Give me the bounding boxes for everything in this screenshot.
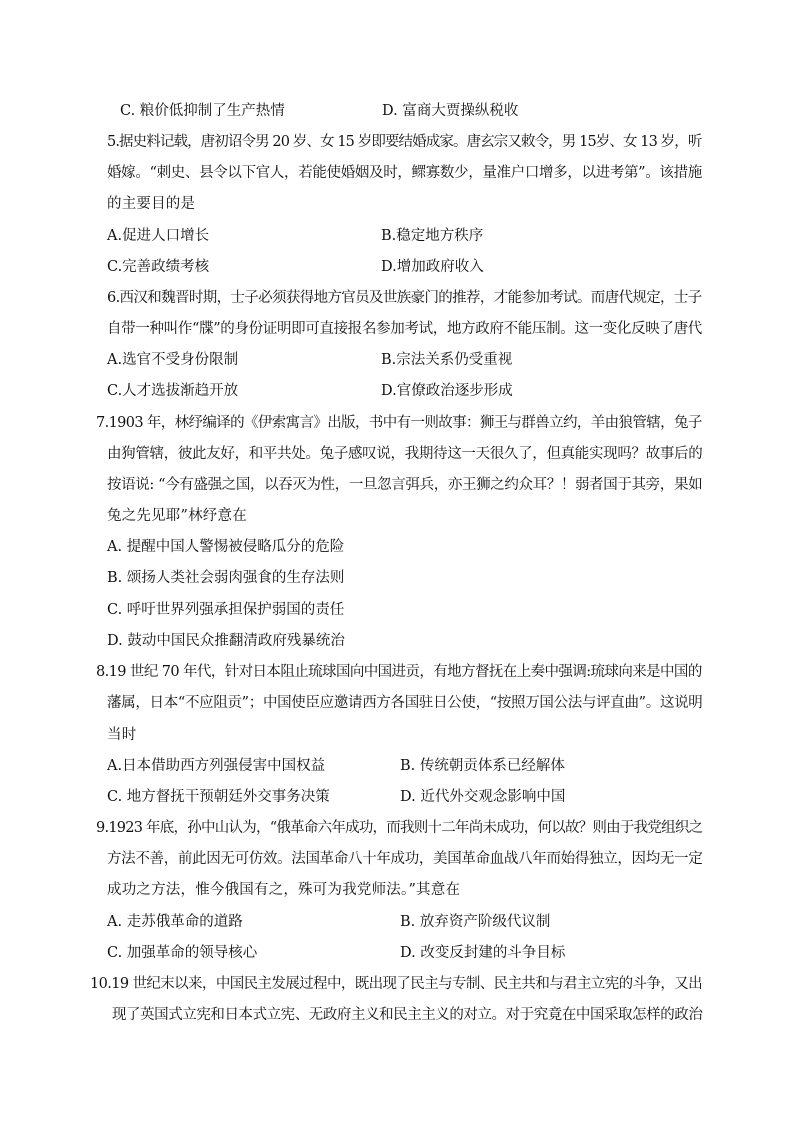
- q10-stem-line-2: 现了英国式立宪和日本式立宪、无政府主义和民主主义的对立。对于究竟在中国采取怎样的政治: [112, 1007, 703, 1023]
- q6-option-b: B.宗法关系仍受重视: [381, 352, 513, 368]
- q4-option-c: C. 粮价低抑制了生产热情: [120, 103, 285, 119]
- q8-stem-line-1: 8.19 世纪 70 年代，针对日本阻止琉球国向中国进贡，有地方督抚在上奏中强调:琉球向来是中国的: [96, 664, 702, 680]
- q5-stem-line-3: 的主要目的是: [107, 196, 196, 212]
- q7-option-d: D. 鼓动中国民众推翻清政府残暴统治: [107, 633, 345, 649]
- q8-option-d: D. 近代外交观念影响中国: [400, 789, 566, 805]
- q7-stem-line-1: 7.1903 年，林纾编译的《伊索寓言》出版，书中有一则故事：狮王与群兽立约，羊由狼管辖，兔子: [96, 415, 702, 431]
- q8-stem-line-2: 藩属，日本“不应阻贡”；中国使臣应邀请西方各国驻日公使，“按照万国公法与评直曲”。这说明: [107, 695, 703, 711]
- q7-option-c: C. 呼吁世界列强承担保护弱国的责任: [107, 602, 345, 618]
- q9-stem-line-2: 方法不善，前此因无可仿效。法国革命八十年成功，美国革命血战八年而始得独立，因均无一定: [107, 851, 703, 867]
- q10-stem-line-1: 10.19 世纪末以来，中国民主发展过程中，既出现了民主与专制、民主共和与君主立宪的斗争，又出: [90, 976, 703, 992]
- q8-stem-line-3: 当时: [107, 727, 137, 743]
- q5-option-b: B.稳定地方秩序: [381, 228, 484, 244]
- q5-option-a: A.促进人口增长: [107, 228, 210, 244]
- q5-stem-line-1: 5.据史料记载，唐初诏令男 20 岁、女 15 岁即要结婚成家。唐玄宗又敕令，男 15岁、女 13 岁，听: [107, 134, 702, 150]
- q7-option-b: B. 颂扬人类社会弱肉强食的生存法则: [107, 570, 345, 586]
- q6-stem-line-1: 6.西汉和魏晋时期，士子必须获得地方官员及世族豪门的推荐，才能参加考试。而唐代规定，士子: [107, 290, 702, 306]
- q6-option-a: A.选官不受身份限制: [107, 352, 239, 368]
- q4-option-d: D. 富商大贾操纵税收: [382, 103, 519, 119]
- q8-option-a: A.日本借助西方列强侵害中国权益: [107, 758, 326, 774]
- q9-option-c: C. 加强革命的领导核心: [107, 945, 258, 961]
- q5-option-c: C.完善政绩考核: [107, 259, 210, 275]
- q7-stem-line-2: 由狗管辖，彼此友好，和平共处。兔子感叹说，我期待这一天很久了，但真能实现吗？故事后的: [107, 446, 703, 462]
- q9-stem-line-3: 成功之方法，惟今俄国有之，殊可为我党师法。”其意在: [107, 882, 461, 898]
- q9-option-d: D. 改变反封建的斗争目标: [400, 945, 566, 961]
- q7-option-a: A. 提醒中国人警惕被侵略瓜分的危险: [107, 539, 345, 555]
- q9-option-a: A. 走苏俄革命的道路: [107, 914, 243, 930]
- q7-stem-line-4: 兔之先见耶”林纾意在: [107, 508, 247, 524]
- q7-stem-line-3: 按语说: “今有盛强之国，以吞灭为性，一旦忽言弭兵，亦王狮之约众耳？！弱者国于其旁，果如: [107, 477, 703, 493]
- q9-stem-line-1: 9.1923 年底，孙中山认为，“俄革命六年成功，而我则十二年尚未成功，何以故？则由于我党组织之: [96, 820, 703, 836]
- q8-option-b: B. 传统朝贡体系已经解体: [400, 758, 565, 774]
- q5-stem-line-2: 婚嫁。“刺史、县令以下官人，若能使婚姻及时，鳏寡数少，量准户口增多，以进考第”。该措施: [107, 165, 702, 181]
- q5-option-d: D.增加政府收入: [381, 259, 484, 275]
- q6-stem-line-2: 自带一种叫作“牒”的身份证明即可直接报名参加考试，地方政府不能压制。这一变化反映了唐代: [107, 321, 702, 337]
- q8-option-c: C. 地方督抚干预朝廷外交事务决策: [107, 789, 330, 805]
- q9-option-b: B. 放弃资产阶级代议制: [400, 914, 551, 930]
- q6-option-d: D.官僚政治逐步形成: [381, 383, 513, 399]
- q6-option-c: C.人才选拔渐趋开放: [107, 383, 239, 399]
